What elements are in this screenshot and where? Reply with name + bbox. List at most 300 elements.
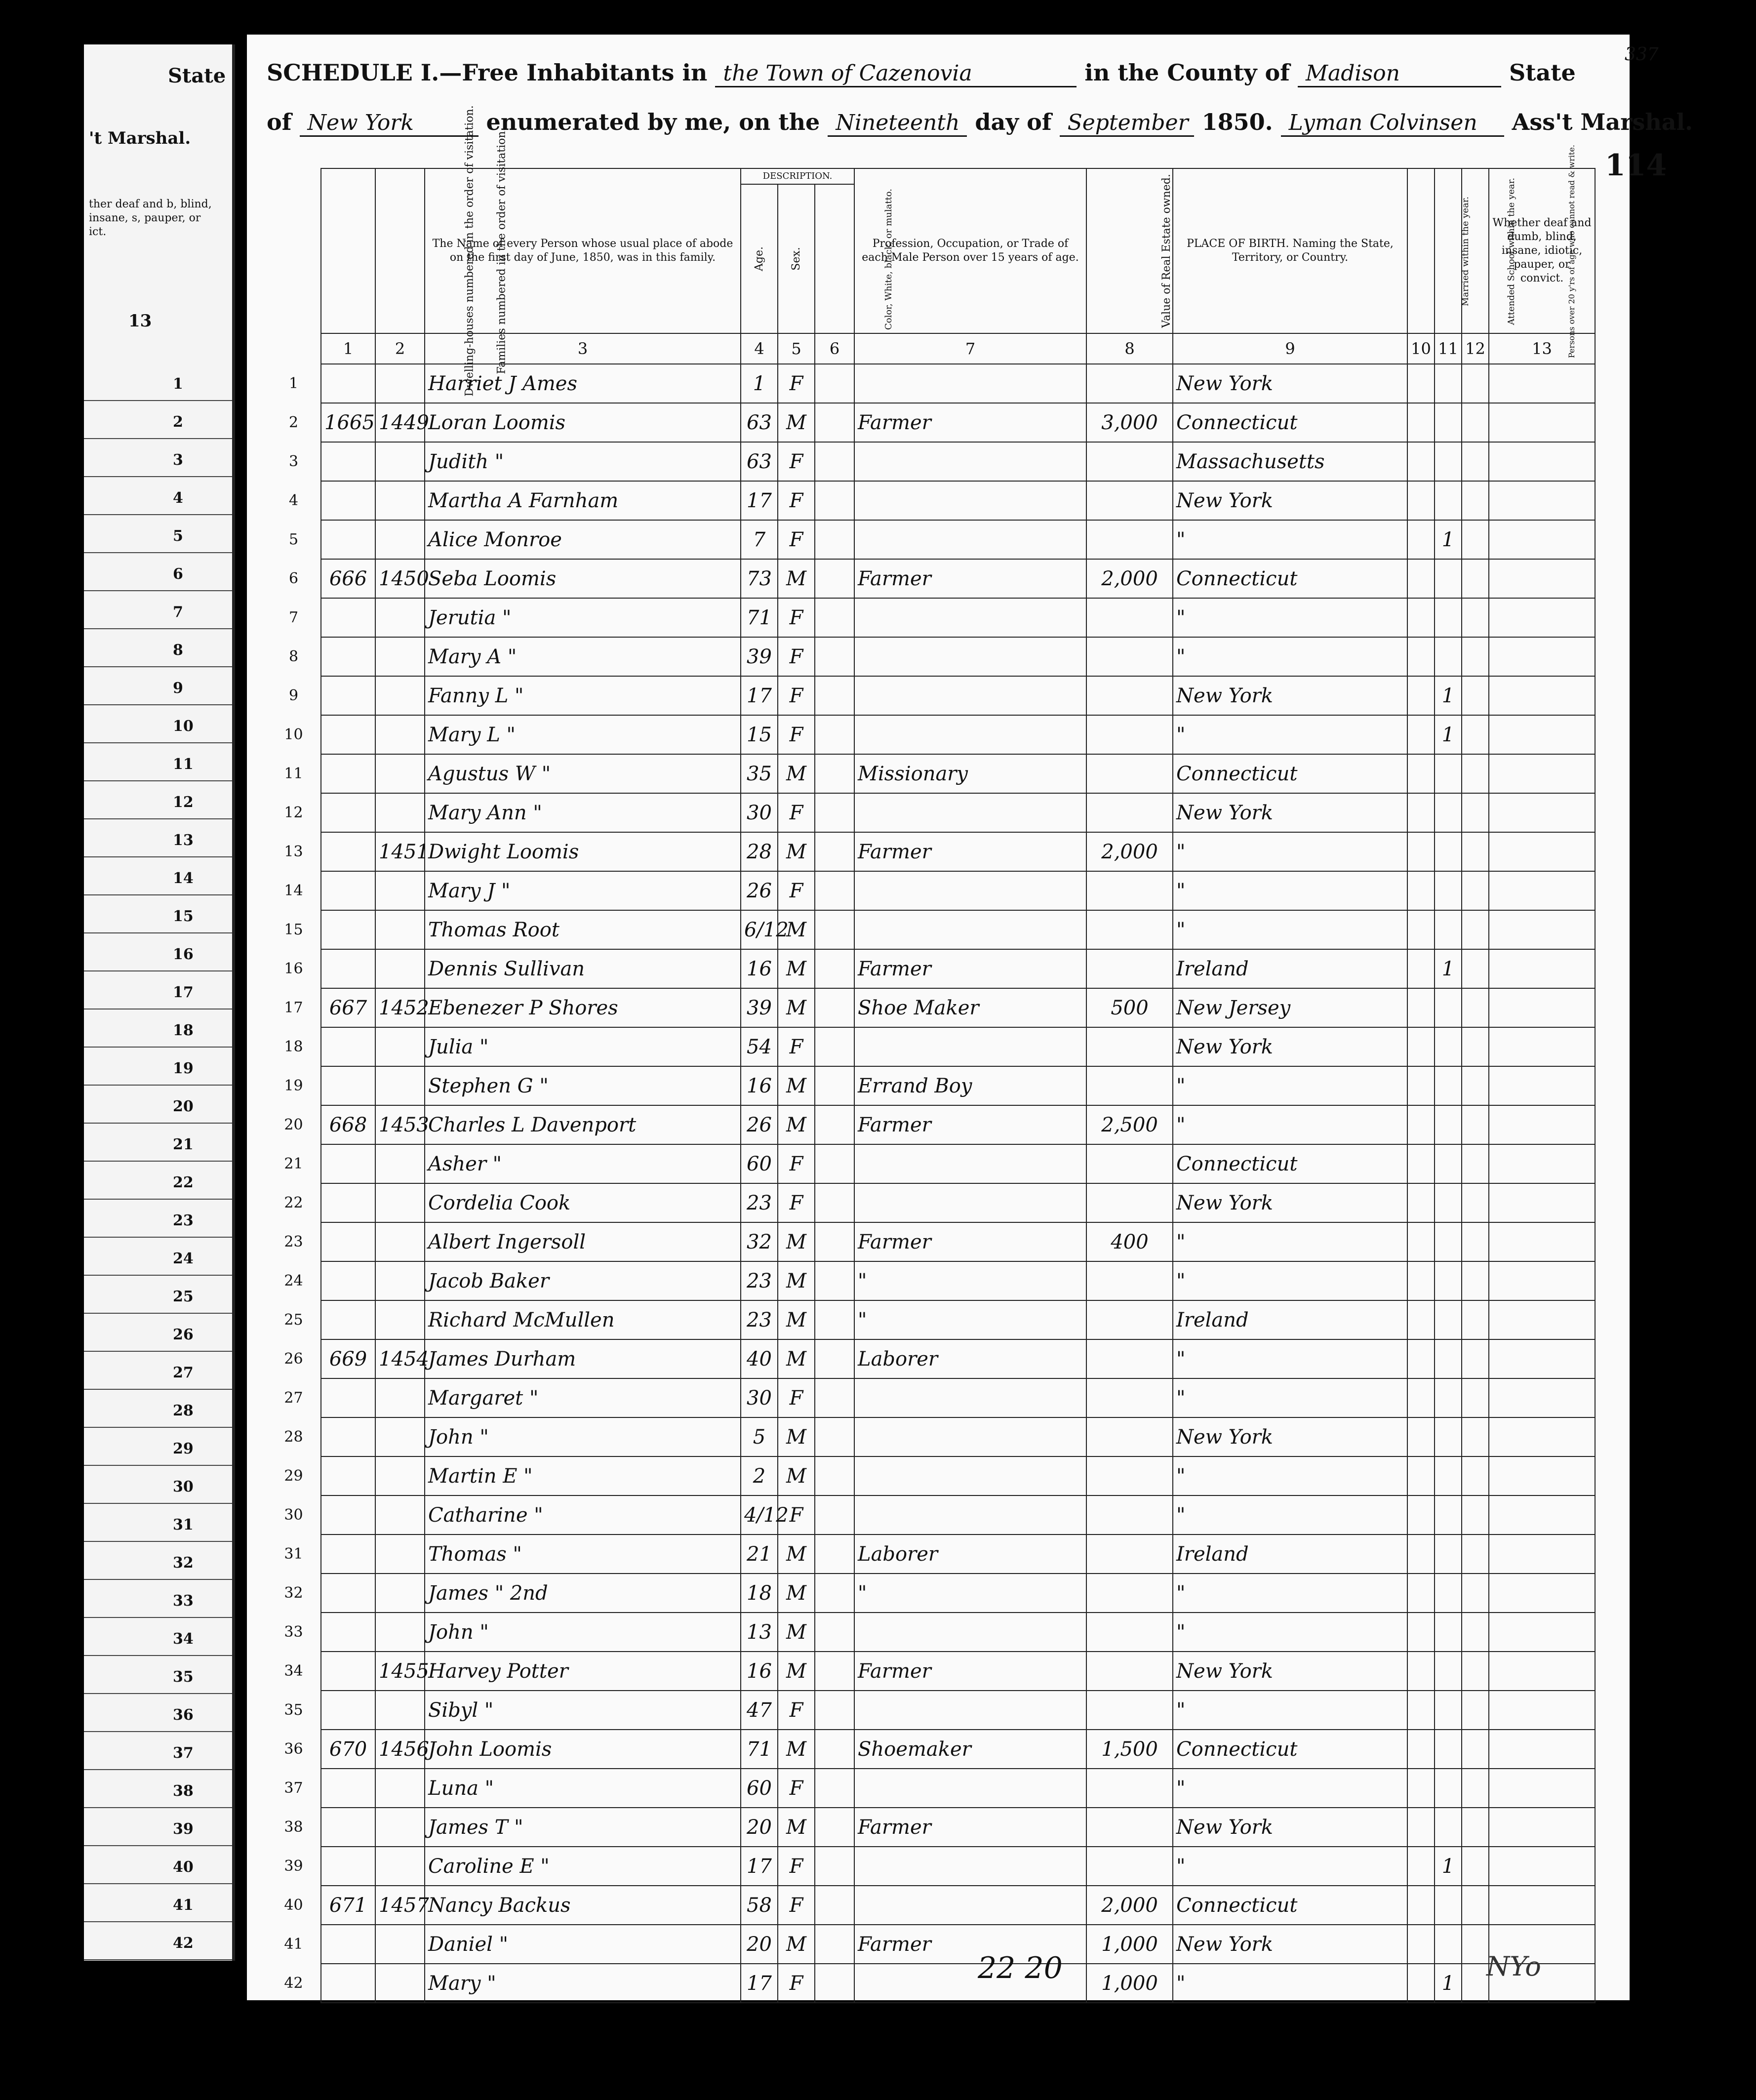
age-cell: 63 <box>741 403 778 442</box>
school-cell <box>1435 1300 1462 1339</box>
illiterate-cell <box>1462 1847 1489 1886</box>
married-cell <box>1407 1847 1435 1886</box>
birthplace-cell: New Jersey <box>1173 988 1407 1027</box>
occupation-cell: Farmer <box>854 1808 1086 1847</box>
married-cell <box>1407 1222 1435 1261</box>
sex-cell: F <box>778 1183 815 1222</box>
dwelling-number <box>321 1652 375 1691</box>
table-row <box>267 442 1595 481</box>
person-name: Fanny L " <box>425 676 741 715</box>
occupation-cell <box>854 676 1086 715</box>
married-cell <box>1407 754 1435 793</box>
family-number <box>375 520 425 559</box>
sex-cell: M <box>778 988 815 1027</box>
row-number: 36 <box>284 1740 303 1758</box>
left-strip-row-number: 28 <box>173 1402 194 1419</box>
color-cell <box>815 1574 854 1613</box>
married-cell <box>1407 871 1435 910</box>
family-number <box>375 1925 425 1964</box>
left-strip-rule <box>84 1313 232 1314</box>
school-cell <box>1435 598 1462 637</box>
age-cell: 17 <box>741 1847 778 1886</box>
header-line-2 <box>267 109 1693 137</box>
left-strip-row-number: 14 <box>173 870 194 887</box>
age-cell: 13 <box>741 1613 778 1652</box>
age-cell: 28 <box>741 832 778 871</box>
married-cell <box>1407 832 1435 871</box>
illiterate-cell <box>1462 1300 1489 1339</box>
dwelling-number: 666 <box>321 559 375 598</box>
birthplace-cell: " <box>1173 1769 1407 1808</box>
person-name: Dennis Sullivan <box>425 949 741 988</box>
family-number <box>375 1964 425 2003</box>
dwelling-number <box>321 793 375 832</box>
sex-cell: F <box>778 676 815 715</box>
married-cell <box>1407 481 1435 520</box>
row-number: 18 <box>284 1038 303 1055</box>
col-school-header: Attended School within the year. <box>1435 168 1462 333</box>
occupation-cell <box>854 793 1086 832</box>
family-number <box>375 754 425 793</box>
sex-cell: M <box>778 910 815 949</box>
left-strip-row-number: 39 <box>173 1820 194 1838</box>
row-number: 26 <box>284 1350 303 1368</box>
birthplace-cell: " <box>1173 1574 1407 1613</box>
dwelling-number <box>321 520 375 559</box>
row-number: 3 <box>288 453 299 470</box>
condition-cell <box>1489 637 1595 676</box>
illiterate-cell <box>1462 559 1489 598</box>
school-cell <box>1435 1183 1462 1222</box>
age-cell: 2 <box>741 1456 778 1495</box>
birthplace-cell: New York <box>1173 481 1407 520</box>
left-strip-row-number: 11 <box>173 756 194 773</box>
family-number <box>375 1847 425 1886</box>
real-estate-value <box>1086 1535 1173 1574</box>
person-name: Asher " <box>425 1144 741 1183</box>
dwelling-number <box>321 1066 375 1105</box>
illiterate-cell <box>1462 1652 1489 1691</box>
birthplace-cell: Massachusetts <box>1173 442 1407 481</box>
sex-cell: M <box>778 559 815 598</box>
family-number <box>375 1495 425 1535</box>
married-cell <box>1407 1378 1435 1417</box>
row-number: 11 <box>284 765 303 782</box>
illiterate-cell <box>1462 442 1489 481</box>
dwelling-number <box>321 1222 375 1261</box>
row-number: 1 <box>288 375 299 392</box>
family-number <box>375 442 425 481</box>
color-cell <box>815 1652 854 1691</box>
table-row <box>267 1847 1595 1886</box>
color-cell <box>815 1886 854 1925</box>
table-row <box>267 1456 1595 1495</box>
school-cell <box>1435 1261 1462 1300</box>
sex-cell: M <box>778 1339 815 1378</box>
real-estate-value <box>1086 676 1173 715</box>
sex-cell: M <box>778 754 815 793</box>
school-cell: 1 <box>1435 949 1462 988</box>
col-value-header: Value of Real Estate owned. <box>1086 168 1173 333</box>
real-estate-value <box>1086 1183 1173 1222</box>
row-number: 13 <box>284 843 303 860</box>
school-cell <box>1435 1730 1462 1769</box>
color-cell <box>815 1222 854 1261</box>
dwelling-number <box>321 1691 375 1730</box>
illiterate-cell <box>1462 1925 1489 1964</box>
year-label: 1850. <box>1201 109 1273 135</box>
age-cell: 16 <box>741 1066 778 1105</box>
occupation-cell: Errand Boy <box>854 1066 1086 1105</box>
illiterate-cell <box>1462 637 1489 676</box>
condition-cell <box>1489 1730 1595 1769</box>
condition-cell <box>1489 1613 1595 1652</box>
condition-cell <box>1489 1574 1595 1613</box>
town-field: the Town of Cazenovia <box>715 61 1077 87</box>
left-strip-row-number: 2 <box>173 413 183 431</box>
sex-cell: M <box>778 1105 815 1144</box>
condition-cell <box>1489 1652 1595 1691</box>
sex-cell: M <box>778 1925 815 1964</box>
sex-cell: F <box>778 715 815 754</box>
occupation-cell <box>854 715 1086 754</box>
occupation-cell <box>854 871 1086 910</box>
table-row <box>267 1105 1595 1144</box>
family-number <box>375 793 425 832</box>
school-cell <box>1435 1691 1462 1730</box>
table-row <box>267 1339 1595 1378</box>
illiterate-cell <box>1462 1964 1489 2003</box>
married-cell <box>1407 1261 1435 1300</box>
real-estate-value: 1,000 <box>1086 1964 1173 2003</box>
married-cell <box>1407 1183 1435 1222</box>
table-row <box>267 793 1595 832</box>
occupation-cell: Shoemaker <box>854 1730 1086 1769</box>
school-cell: 1 <box>1435 1964 1462 2003</box>
birthplace-cell: " <box>1173 1105 1407 1144</box>
occupation-cell <box>854 1183 1086 1222</box>
birthplace-cell: Ireland <box>1173 1535 1407 1574</box>
color-cell <box>815 754 854 793</box>
school-cell <box>1435 1417 1462 1456</box>
row-number: 6 <box>288 570 299 587</box>
left-strip-rule <box>84 666 232 667</box>
left-strip-rule <box>84 1693 232 1694</box>
family-number <box>375 1066 425 1105</box>
left-strip-rule <box>84 780 232 781</box>
person-name: Stephen G " <box>425 1066 741 1105</box>
left-strip-row-number: 32 <box>173 1554 194 1572</box>
row-number: 14 <box>284 882 303 899</box>
row-number: 38 <box>284 1818 303 1836</box>
condition-cell <box>1489 1066 1595 1105</box>
married-cell <box>1407 1417 1435 1456</box>
illiterate-cell <box>1462 481 1489 520</box>
table-row <box>267 598 1595 637</box>
condition-cell <box>1489 910 1595 949</box>
illiterate-cell <box>1462 832 1489 871</box>
person-name: Richard McMullen <box>425 1300 741 1339</box>
row-number: 9 <box>288 687 299 704</box>
illiterate-cell <box>1462 1495 1489 1535</box>
person-name: Albert Ingersoll <box>425 1222 741 1261</box>
table-row <box>267 1691 1595 1730</box>
left-strip-rule <box>84 742 232 743</box>
family-number <box>375 871 425 910</box>
left-strip-row-number: 35 <box>173 1668 194 1686</box>
birthplace-cell: " <box>1173 1339 1407 1378</box>
birthplace-cell: " <box>1173 1456 1407 1495</box>
real-estate-value <box>1086 1847 1173 1886</box>
family-number: 1449 <box>375 403 425 442</box>
occupation-cell: " <box>854 1261 1086 1300</box>
occupation-cell <box>854 1144 1086 1183</box>
dwelling-number <box>321 1925 375 1964</box>
row-number: 4 <box>288 492 299 509</box>
age-cell: 30 <box>741 1378 778 1417</box>
color-cell <box>815 1417 854 1456</box>
person-name: Alice Monroe <box>425 520 741 559</box>
occupation-cell <box>854 910 1086 949</box>
left-strip-row-number: 10 <box>173 718 194 735</box>
married-cell <box>1407 1613 1435 1652</box>
age-cell: 47 <box>741 1691 778 1730</box>
column-number: 10 <box>1407 333 1435 364</box>
school-cell <box>1435 1222 1462 1261</box>
row-number: 39 <box>284 1858 303 1875</box>
birthplace-cell: Connecticut <box>1173 1144 1407 1183</box>
table-row <box>267 1535 1595 1574</box>
birthplace-cell: " <box>1173 1964 1407 2003</box>
real-estate-value <box>1086 1456 1173 1495</box>
family-number <box>375 1183 425 1222</box>
dwelling-number: 668 <box>321 1105 375 1144</box>
left-strip-rule <box>84 438 232 439</box>
birthplace-cell: New York <box>1173 1417 1407 1456</box>
birthplace-cell: New York <box>1173 676 1407 715</box>
month-field: September <box>1060 110 1194 137</box>
condition-cell <box>1489 1105 1595 1144</box>
left-strip-rule <box>84 1731 232 1732</box>
row-number: 24 <box>284 1272 303 1290</box>
sex-cell: F <box>778 598 815 637</box>
color-cell <box>815 1300 854 1339</box>
birthplace-cell: Connecticut <box>1173 1886 1407 1925</box>
dwelling-number <box>321 1613 375 1652</box>
table-row <box>267 1027 1595 1066</box>
school-cell <box>1435 1574 1462 1613</box>
school-cell <box>1435 1378 1462 1417</box>
birthplace-cell: Ireland <box>1173 949 1407 988</box>
occupation-cell <box>854 1847 1086 1886</box>
left-strip-row-number: 9 <box>173 680 183 697</box>
school-cell <box>1435 1613 1462 1652</box>
row-number: 23 <box>284 1233 303 1251</box>
illiterate-cell <box>1462 1886 1489 1925</box>
family-number <box>375 637 425 676</box>
row-number: 12 <box>284 804 303 821</box>
left-strip-row-number: 41 <box>173 1897 194 1914</box>
family-number <box>375 1535 425 1574</box>
dwelling-number <box>321 1417 375 1456</box>
birthplace-cell: New York <box>1173 1183 1407 1222</box>
occupation-cell <box>854 1691 1086 1730</box>
occupation-cell <box>854 364 1086 403</box>
table-row <box>267 832 1595 871</box>
color-cell <box>815 403 854 442</box>
real-estate-value <box>1086 1300 1173 1339</box>
census-body <box>267 364 1595 2003</box>
left-strip-rule <box>84 818 232 819</box>
illiterate-cell <box>1462 1066 1489 1105</box>
dwelling-number: 671 <box>321 1886 375 1925</box>
col-dwelling-header: Dwelling-houses numbered in the order of visitation. <box>321 168 375 333</box>
column-number: 7 <box>854 333 1086 364</box>
dwelling-number <box>321 1847 375 1886</box>
school-cell <box>1435 1105 1462 1144</box>
color-cell <box>815 1847 854 1886</box>
row-number: 15 <box>284 921 303 938</box>
condition-cell <box>1489 1808 1595 1847</box>
age-cell: 17 <box>741 1964 778 2003</box>
left-strip-row-number: 30 <box>173 1478 194 1495</box>
illiterate-cell <box>1462 1417 1489 1456</box>
color-cell <box>815 832 854 871</box>
age-cell: 63 <box>741 442 778 481</box>
occupation-cell <box>854 1456 1086 1495</box>
color-cell <box>815 1378 854 1417</box>
row-number: 19 <box>284 1077 303 1094</box>
left-strip-rule <box>84 1921 232 1922</box>
color-cell <box>815 715 854 754</box>
real-estate-value: 1,000 <box>1086 1925 1173 1964</box>
real-estate-value <box>1086 1339 1173 1378</box>
illiterate-cell <box>1462 1769 1489 1808</box>
condition-cell <box>1489 871 1595 910</box>
birthplace-cell: " <box>1173 1222 1407 1261</box>
condition-cell <box>1489 403 1595 442</box>
table-row <box>267 1964 1595 2003</box>
sex-cell: M <box>778 1652 815 1691</box>
occupation-cell: Laborer <box>854 1535 1086 1574</box>
col-sex-header: Sex. <box>778 184 815 333</box>
family-number <box>375 1456 425 1495</box>
dwelling-number <box>321 754 375 793</box>
row-number: 37 <box>284 1779 303 1797</box>
sex-cell: M <box>778 1417 815 1456</box>
left-strip-rule <box>84 514 232 515</box>
occupation-cell: Shoe Maker <box>854 988 1086 1027</box>
table-row <box>267 559 1595 598</box>
school-cell <box>1435 871 1462 910</box>
row-number: 34 <box>284 1662 303 1680</box>
left-strip-rule <box>84 1503 232 1504</box>
left-strip-row-number: 17 <box>173 984 194 1001</box>
condition-cell <box>1489 1144 1595 1183</box>
real-estate-value: 2,000 <box>1086 832 1173 871</box>
color-cell <box>815 1769 854 1808</box>
dwelling-number <box>321 1964 375 2003</box>
occupation-cell: " <box>854 1574 1086 1613</box>
occupation-cell: Farmer <box>854 832 1086 871</box>
illiterate-cell <box>1462 754 1489 793</box>
row-number: 22 <box>284 1194 303 1212</box>
column-number: 1 <box>321 333 375 364</box>
color-cell <box>815 1144 854 1183</box>
condition-cell <box>1489 442 1595 481</box>
color-cell <box>815 1535 854 1574</box>
birthplace-cell: " <box>1173 1613 1407 1652</box>
illiterate-cell <box>1462 520 1489 559</box>
color-cell <box>815 520 854 559</box>
condition-cell <box>1489 793 1595 832</box>
color-cell <box>815 1808 854 1847</box>
left-strip-subtitle: 't Marshal. <box>89 128 191 148</box>
age-cell: 4/12 <box>741 1495 778 1535</box>
county-field: Madison <box>1298 61 1501 87</box>
school-cell: 1 <box>1435 715 1462 754</box>
table-row <box>267 871 1595 910</box>
married-cell <box>1407 637 1435 676</box>
family-number: 1451 <box>375 832 425 871</box>
birthplace-cell: " <box>1173 598 1407 637</box>
left-strip-col-header: ther deaf and b, blind, insane, s, pauper, or ict. <box>89 198 212 238</box>
condition-cell <box>1489 1222 1595 1261</box>
description-header: DESCRIPTION. <box>741 168 854 184</box>
sex-cell: M <box>778 1574 815 1613</box>
day-field: Nineteenth <box>828 110 967 137</box>
color-cell <box>815 1964 854 2003</box>
condition-cell <box>1489 559 1595 598</box>
illiterate-cell <box>1462 1691 1489 1730</box>
person-name: John " <box>425 1417 741 1456</box>
col-age-header: Age. <box>741 184 778 333</box>
dwelling-number <box>321 676 375 715</box>
condition-cell <box>1489 1261 1595 1300</box>
row-number: 27 <box>284 1389 303 1407</box>
dwelling-number <box>321 715 375 754</box>
married-cell <box>1407 1925 1435 1964</box>
left-strip-rule <box>84 856 232 857</box>
color-cell <box>815 442 854 481</box>
dwelling-number <box>321 1144 375 1183</box>
illiterate-cell <box>1462 1222 1489 1261</box>
real-estate-value <box>1086 1066 1173 1105</box>
table-row <box>267 1300 1595 1339</box>
initials-note: NYo <box>1486 1951 1541 1982</box>
occupation-cell <box>854 520 1086 559</box>
sex-cell: M <box>778 1300 815 1339</box>
sex-cell: F <box>778 1886 815 1925</box>
sex-cell: F <box>778 1847 815 1886</box>
person-name: Seba Loomis <box>425 559 741 598</box>
real-estate-value <box>1086 1613 1173 1652</box>
illiterate-cell <box>1462 1183 1489 1222</box>
school-cell <box>1435 637 1462 676</box>
left-strip-rule <box>84 1123 232 1124</box>
real-estate-value <box>1086 910 1173 949</box>
school-cell <box>1435 910 1462 949</box>
sex-cell: M <box>778 1730 815 1769</box>
row-number: 5 <box>288 531 299 548</box>
left-strip-row-number: 38 <box>173 1782 194 1800</box>
family-number <box>375 364 425 403</box>
table-row <box>267 1144 1595 1183</box>
illiterate-cell <box>1462 1027 1489 1066</box>
birthplace-cell: " <box>1173 715 1407 754</box>
illiterate-cell <box>1462 949 1489 988</box>
condition-cell <box>1489 1691 1595 1730</box>
